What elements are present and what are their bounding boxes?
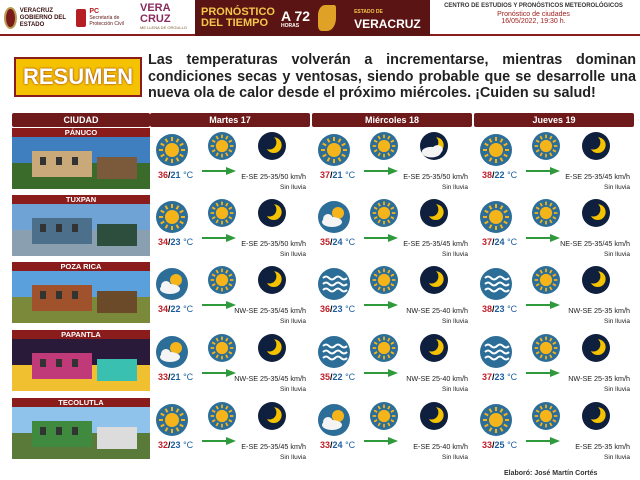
moon-icon [420, 199, 448, 227]
day-forecast-cell [474, 195, 634, 261]
temp-low: 23 [494, 304, 505, 314]
wind-arrow-icon [526, 296, 560, 304]
rain-info: Sin lluvia [279, 386, 306, 393]
temp-low: 22 [494, 170, 505, 180]
day-forecast-cell [474, 398, 634, 464]
sun-icon [370, 402, 398, 430]
temp-high: 38 [482, 304, 493, 314]
temp-unit: °C [507, 304, 518, 314]
veracruz-government-logo [4, 3, 72, 33]
wind-info: NW-SE 25-35 km/h [568, 374, 630, 383]
wind-info: E-SE 25-35/45 km/h [403, 239, 468, 248]
sun-icon [208, 402, 236, 430]
moon-icon [582, 266, 610, 294]
forecast-banner [195, 0, 430, 36]
temp-unit: °C [183, 237, 194, 247]
day-forecast-cell [474, 330, 634, 396]
city-name: PAPANTLA [12, 330, 150, 339]
sun-icon [208, 334, 236, 362]
logo-vera-text: VERA CRUZ [140, 2, 171, 25]
wind-arrow-icon [526, 162, 560, 170]
temp-high: 34 [158, 304, 169, 314]
temp-high: 37 [482, 372, 493, 382]
temp-low: 24 [494, 237, 505, 247]
wind-arrow-icon [202, 162, 236, 170]
city-photo [12, 204, 150, 256]
wind-arrow-icon [526, 432, 560, 440]
temp-unit: °C [345, 304, 356, 314]
sun-icon [208, 199, 236, 227]
logo-pc-subtitle: Secretaría de Protección Civil [89, 15, 124, 27]
temp-high: 32 [158, 440, 169, 450]
rain-info: Sin lluvia [279, 454, 306, 461]
product-name: Pronóstico de ciudades [497, 11, 570, 18]
city-name: TUXPAN [12, 195, 150, 204]
sun-icon [156, 201, 188, 233]
temperature: 36/21 °C [158, 170, 194, 180]
day-forecast-cell [312, 128, 472, 194]
moon-icon [258, 199, 286, 227]
rain-info: Sin lluvia [441, 386, 468, 393]
rain-info: Sin lluvia [279, 251, 306, 258]
wind-info: E-SE 25-35/45 km/h [241, 442, 306, 451]
day-forecast-cell [312, 262, 472, 328]
temp-low: 21 [170, 170, 181, 180]
temp-low: 23 [494, 372, 505, 382]
day-forecast-cell [474, 262, 634, 328]
sun-icon [532, 132, 560, 160]
wind-arrow-icon [364, 162, 398, 170]
temp-unit: °C [183, 304, 194, 314]
summary-text: Las temperaturas volverán a incrementarse, mientras dominan condiciones secas y ventosas, siendo probable que se desarrolle una nueva ola de calor desde el próximo miércoles. ¡Cuiden su salud! [148, 52, 636, 102]
temp-low: 23 [170, 237, 181, 247]
wind-arrow-icon [202, 364, 236, 372]
temp-high: 37 [482, 237, 493, 247]
city-name: PÁNUCO [12, 128, 150, 137]
temp-high: 35 [320, 372, 331, 382]
veracruz-map-icon [318, 5, 336, 31]
day-forecast-cell [312, 398, 472, 464]
temp-low: 24 [332, 440, 343, 450]
header-bar [0, 0, 640, 36]
partly-cloudy-icon [156, 336, 188, 368]
temp-high: 33 [158, 372, 169, 382]
day-forecast-cell [312, 330, 472, 396]
banner-title: PRONÓSTICO DEL TIEMPO [201, 6, 275, 29]
city-name: POZA RICA [12, 262, 150, 271]
sun-icon [370, 266, 398, 294]
sun-icon [156, 134, 188, 166]
wind-info: E-SE 25-35/50 km/h [241, 172, 306, 181]
temp-high: 33 [482, 440, 493, 450]
moon-icon [420, 402, 448, 430]
center-name: CENTRO DE ESTUDIOS Y PRONÓSTICOS METEOROLÓGICOS [444, 3, 623, 9]
temp-low: 22 [332, 372, 343, 382]
day-forecast-cell [474, 128, 634, 194]
haze-icon [318, 268, 350, 300]
temp-unit: °C [507, 170, 518, 180]
proteccion-civil-logo [76, 3, 138, 33]
wind-info: NW-SE 25-40 km/h [406, 306, 468, 315]
city-photo [12, 339, 150, 391]
pc-shield-icon [76, 9, 86, 27]
rain-info: Sin lluvia [603, 251, 630, 258]
temp-unit: °C [507, 237, 518, 247]
sun-icon [532, 199, 560, 227]
veracruz-brand-logo [140, 3, 192, 33]
temp-low: 21 [332, 170, 343, 180]
wind-info: NW-SE 25-35 km/h [568, 306, 630, 315]
logo-vera-subtitle: ME LLENA DE ORGULLO [140, 25, 187, 30]
wind-info: E-SE 25-35/50 km/h [403, 172, 468, 181]
wind-arrow-icon [364, 364, 398, 372]
moon-icon [582, 199, 610, 227]
sun-icon [532, 334, 560, 362]
city-photo [12, 137, 150, 189]
temperature: 33/24 °C [320, 440, 356, 450]
temperature: 37/21 °C [320, 170, 356, 180]
partly-cloudy-icon [318, 201, 350, 233]
haze-icon [480, 336, 512, 368]
moon-icon [258, 132, 286, 160]
wind-arrow-icon [364, 296, 398, 304]
temp-unit: °C [345, 440, 356, 450]
moon-icon [582, 132, 610, 160]
sun-icon [480, 134, 512, 166]
temp-high: 36 [158, 170, 169, 180]
logo-pc-title: PC [89, 8, 100, 15]
temp-low: 23 [332, 304, 343, 314]
wind-arrow-icon [364, 229, 398, 237]
wind-arrow-icon [364, 432, 398, 440]
temperature: 32/23 °C [158, 440, 194, 450]
sun-icon [208, 266, 236, 294]
temp-unit: °C [507, 372, 518, 382]
day-forecast-cell [312, 195, 472, 261]
wind-info: NE-SE 25-35/45 km/h [560, 239, 630, 248]
moon-icon [582, 334, 610, 362]
temp-low: 24 [332, 237, 343, 247]
temp-unit: °C [183, 372, 194, 382]
haze-icon [318, 336, 350, 368]
haze-icon [480, 268, 512, 300]
credit: Elaboró: José Martín Cortés [504, 470, 598, 477]
temperature: 37/24 °C [482, 237, 518, 247]
sun-icon [370, 334, 398, 362]
moon-icon [420, 266, 448, 294]
rain-info: Sin lluvia [279, 318, 306, 325]
day-forecast-cell [150, 330, 310, 396]
temperature: 38/22 °C [482, 170, 518, 180]
moon-icon [258, 334, 286, 362]
temp-high: 37 [320, 170, 331, 180]
city-photo [12, 271, 150, 323]
day-forecast-cell [150, 262, 310, 328]
city-column-header: CIUDAD [12, 113, 150, 127]
sun-icon [480, 201, 512, 233]
issued-time: 16/05/2022, 19:30 h. [501, 18, 566, 25]
rain-info: Sin lluvia [441, 251, 468, 258]
temperature: 34/22 °C [158, 304, 194, 314]
center-info [431, 3, 636, 25]
wind-info: E-SE 25-35/50 km/h [241, 239, 306, 248]
rain-info: Sin lluvia [441, 454, 468, 461]
wind-info: NW-SE 25-35/45 km/h [234, 306, 306, 315]
wind-arrow-icon [202, 229, 236, 237]
day-forecast-cell [150, 398, 310, 464]
day-header: Miércoles 18 [312, 113, 472, 127]
temp-high: 38 [482, 170, 493, 180]
rain-info: Sin lluvia [603, 184, 630, 191]
rain-info: Sin lluvia [603, 318, 630, 325]
day-header: Jueves 19 [474, 113, 634, 127]
day-header: Martes 17 [150, 113, 310, 127]
city-photo [12, 407, 150, 459]
temp-unit: °C [345, 170, 356, 180]
partly-cloudy-icon [156, 268, 188, 300]
day-forecast-cell [150, 128, 310, 194]
temp-unit: °C [345, 372, 356, 382]
rain-info: Sin lluvia [441, 318, 468, 325]
day-forecast-cell [150, 195, 310, 261]
temp-unit: °C [183, 170, 194, 180]
temperature: 35/22 °C [320, 372, 356, 382]
temp-high: 33 [320, 440, 331, 450]
wind-info: E-SE 25-40 km/h [413, 442, 468, 451]
rain-info: Sin lluvia [279, 184, 306, 191]
banner-state: ESTADO DE VERACRUZ [354, 9, 421, 31]
moon-icon [258, 402, 286, 430]
sun-icon [318, 134, 350, 166]
temperature: 37/23 °C [482, 372, 518, 382]
rain-info: Sin lluvia [441, 184, 468, 191]
partly-cloudy-icon [318, 404, 350, 436]
rain-info: Sin lluvia [603, 386, 630, 393]
moon-icon [258, 266, 286, 294]
moon-cloud-icon [420, 132, 448, 160]
banner-hours: A 72 HORAS [281, 7, 311, 29]
temp-high: 34 [158, 237, 169, 247]
temp-low: 21 [170, 372, 181, 382]
temp-unit: °C [345, 237, 356, 247]
temperature: 35/24 °C [320, 237, 356, 247]
temp-low: 25 [494, 440, 505, 450]
temperature: 38/23 °C [482, 304, 518, 314]
wind-info: NW-SE 25-40 km/h [406, 374, 468, 383]
seal-icon [4, 7, 17, 29]
temp-low: 22 [170, 304, 181, 314]
sun-icon [480, 404, 512, 436]
sun-icon [370, 132, 398, 160]
temp-high: 36 [320, 304, 331, 314]
temp-unit: °C [183, 440, 194, 450]
sun-icon [532, 266, 560, 294]
temperature: 33/25 °C [482, 440, 518, 450]
city-name: TECOLUTLA [12, 398, 150, 407]
summary-label: RESUMEN [14, 57, 142, 97]
wind-info: NW-SE 25-35/45 km/h [234, 374, 306, 383]
rain-info: Sin lluvia [603, 454, 630, 461]
wind-arrow-icon [202, 296, 236, 304]
wind-info: E-SE 25-35/45 km/h [565, 172, 630, 181]
temperature: 34/23 °C [158, 237, 194, 247]
temperature: 33/21 °C [158, 372, 194, 382]
sun-icon [208, 132, 236, 160]
wind-arrow-icon [202, 432, 236, 440]
moon-icon [582, 402, 610, 430]
temperature: 36/23 °C [320, 304, 356, 314]
wind-arrow-icon [526, 229, 560, 237]
temp-low: 23 [170, 440, 181, 450]
sun-icon [532, 402, 560, 430]
logo-veracruz-text: VERACRUZ GOBIERNO DEL ESTADO [19, 7, 66, 28]
moon-icon [420, 334, 448, 362]
temp-high: 35 [320, 237, 331, 247]
sun-icon [370, 199, 398, 227]
sun-icon [156, 404, 188, 436]
temp-unit: °C [507, 440, 518, 450]
wind-info: E-SE 25-35 km/h [575, 442, 630, 451]
wind-arrow-icon [526, 364, 560, 372]
